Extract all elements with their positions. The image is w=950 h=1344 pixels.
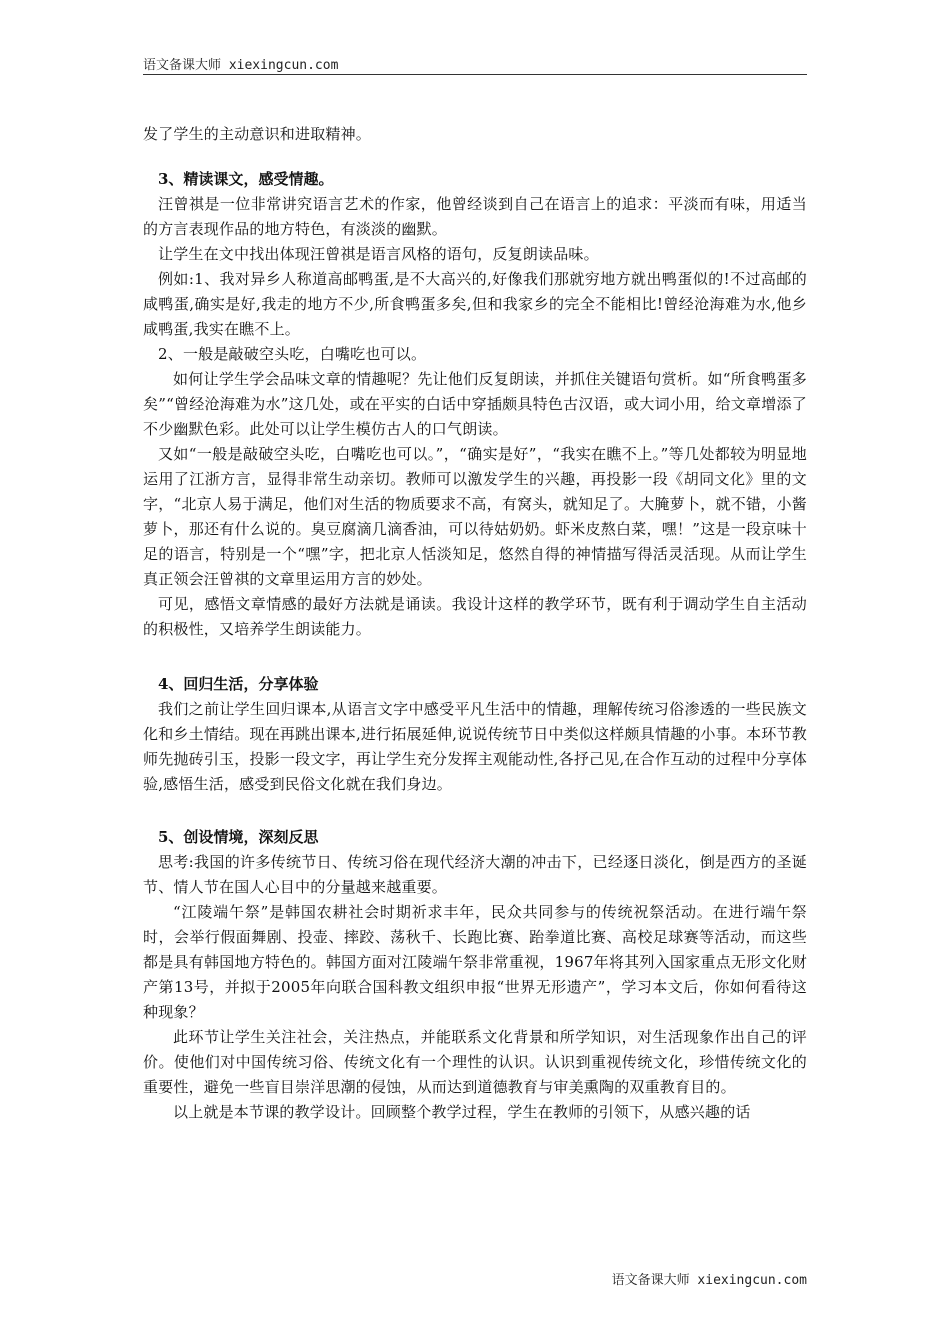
page-header: 语文备课大师 xiexingcun.com: [143, 58, 339, 73]
paragraph-continuation: 发了学生的主动意识和进取精神。: [143, 125, 372, 143]
paragraph: 可见，感悟文章情感的最好方法就是诵读。我设计这样的教学环节，既有利于调动学生自主活动的积极性，又培养学生朗读能力。: [143, 595, 807, 638]
section-heading-5: 5、创设情境，深刻反思: [158, 828, 319, 846]
paragraph: 以上就是本节课的教学设计。回顾整个教学过程，学生在教师的引领下，从感兴趣的话: [173, 1103, 751, 1121]
header-divider: [143, 74, 807, 75]
paragraph: 让学生在文中找出体现汪曾祺是语言风格的语句，反复朗读品味。: [158, 245, 599, 263]
paragraph: “江陵端午祭”是韩国农耕社会时期祈求丰年，民众共同参与的传统祝祭活动。在进行端午祭时，会举行假面舞剧、投壶、摔跤、荡秋千、长跑比赛、跆拳道比赛、高校足球赛等活动，而这些都是具有韩国地方特色的。韩国方面对江陵端午祭非常重视，1967年将其列入国家重点无形文化财产第13号，并拟于2005年向联合国科教文组织申报“世界无形遗产”，学习本文后，你如何看待这种现象？: [143, 903, 807, 1021]
paragraph: 如何让学生学会品味文章的情趣呢？先让他们反复朗读，并抓住关键语句赏析。如“所食鸭蛋多矣”“曾经沧海难为水”这几处，或在平实的白话中穿插颇具特色古汉语，或大词小用，给文章增添了不少幽默色彩。此处可以让学生模仿古人的口气朗读。: [143, 370, 807, 438]
section-heading-4: 4、回归生活，分享体验: [158, 675, 319, 693]
paragraph: 又如“一般是敲破空头吃，白嘴吃也可以。”，“确实是好”，“我实在瞧不上。”等几处都较为明显地运用了江浙方言，显得非常生动亲切。教师可以激发学生的兴趣，再投影一段《胡同文化》里的文字，“北京人易于满足，他们对生活的物质要求不高，有窝头，就知足了。大腌萝卜，就不错，小酱萝卜，那还有什么说的。臭豆腐滴几滴香油，可以待姑奶奶。虾米皮熬白菜，嘿！”这是一段京味十足的语言，特别是一个“嘿”字，把北京人恬淡知足，悠然自得的神情描写得活灵活现。从而让学生真正领会汪曾祺的文章里运用方言的妙处。: [143, 445, 807, 588]
page-footer: 语文备课大师 xiexingcun.com: [611, 1273, 807, 1288]
paragraph-example: 例如:1、我对异乡人称道高邮鸭蛋,是不大高兴的,好像我们那就穷地方就出鸭蛋似的!不过高邮的咸鸭蛋,确实是好,我走的地方不少,所食鸭蛋多矣,但和我家乡的完全不能相比!曾经沧海难为水,他乡咸鸭蛋,我实在瞧不上。: [143, 270, 807, 338]
document-body: [143, 122, 807, 1125]
paragraph: 思考:我国的许多传统节日、传统习俗在现代经济大潮的冲击下，已经逐日淡化，倒是西方的圣诞节、情人节在国人心目中的分量越来越重要。: [143, 853, 807, 896]
paragraph: 汪曾祺是一位非常讲究语言艺术的作家，他曾经谈到自己在语言上的追求：平淡而有味，用适当的方言表现作品的地方特色，有淡淡的幽默。: [143, 195, 807, 238]
section-heading-3: 3、精读课文，感受情趣。: [158, 170, 334, 188]
paragraph: 此环节让学生关注社会，关注热点，并能联系文化背景和所学知识，对生活现象作出自己的评价。使他们对中国传统习俗、传统文化有一个理性的认识。认识到重视传统文化，珍惜传统文化的重要性，避免一些盲目崇洋思潮的侵蚀，从而达到道德教育与审美熏陶的双重教育目的。: [143, 1028, 807, 1096]
paragraph: 我们之前让学生回归课本,从语言文字中感受平凡生活中的情趣，理解传统习俗渗透的一些民族文化和乡土情结。现在再跳出课本,进行拓展延伸,说说传统节日中类似这样颇具情趣的小事。本环节教师先抛砖引玉，投影一段文字，再让学生充分发挥主观能动性,各抒己见,在合作互动的过程中分享体验,感悟生活，感受到民俗文化就在我们身边。: [143, 700, 807, 793]
paragraph-example: 2、一般是敲破空头吃，白嘴吃也可以。: [158, 345, 427, 363]
